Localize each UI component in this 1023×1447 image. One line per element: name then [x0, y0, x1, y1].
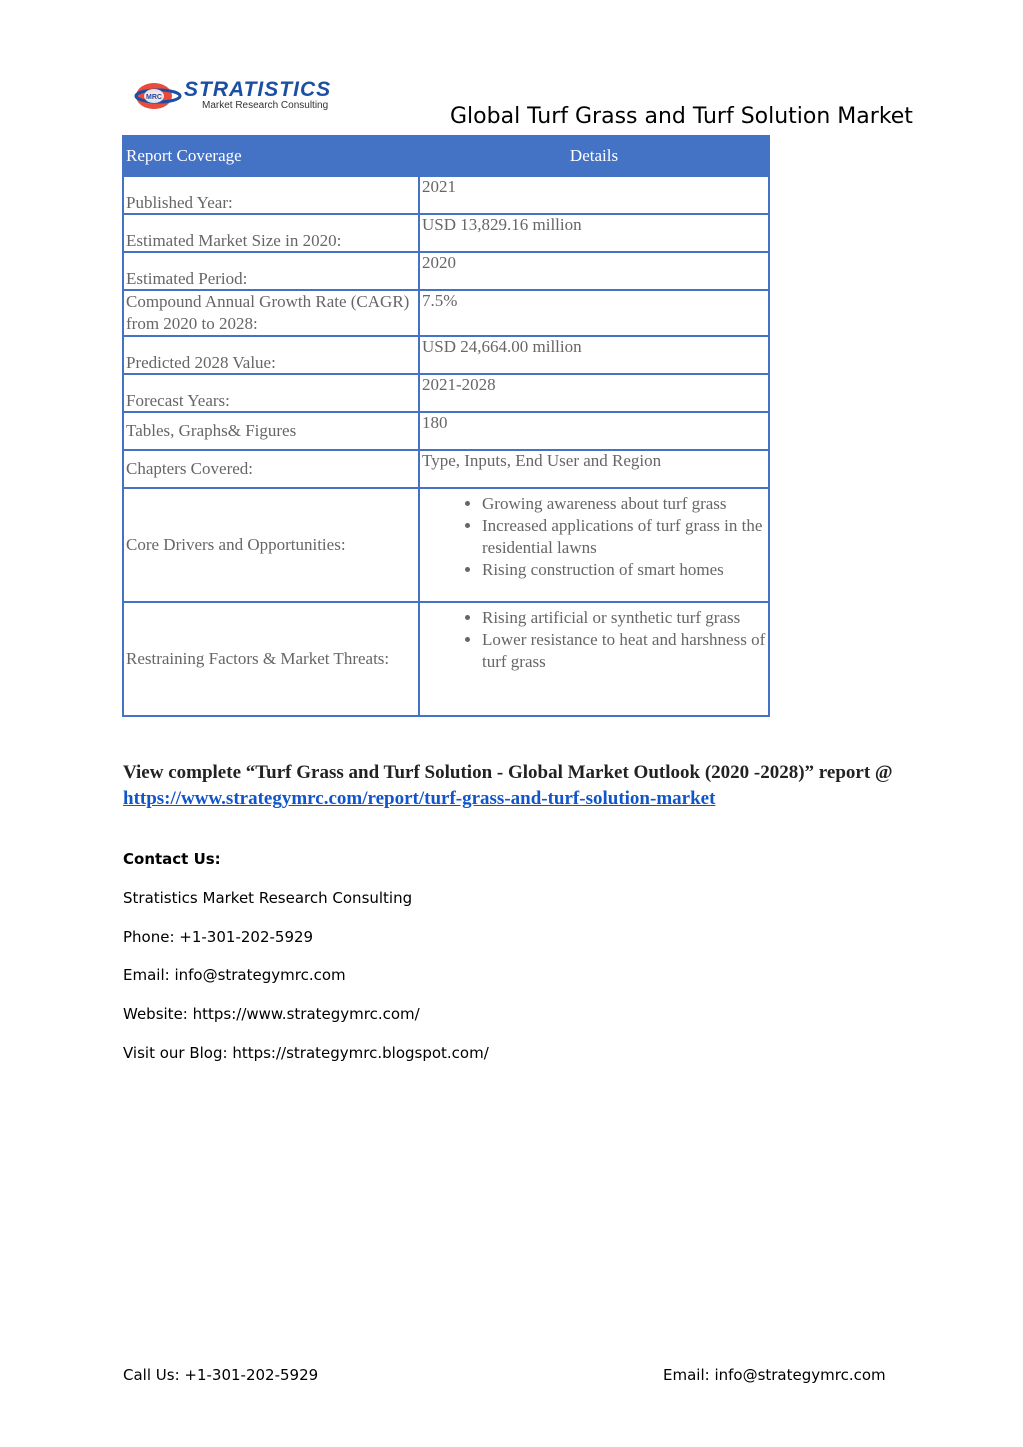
row-label: Predicted 2028 Value: [123, 336, 419, 374]
footer-call: Call Us: +1-301-202-5929 [123, 1366, 319, 1384]
report-link[interactable]: https://www.strategymrc.com/report/turf-grass-and-turf-solution-market [123, 788, 716, 809]
table-row-restraints [123, 602, 769, 716]
logo-wordmark: STRATISTICS [184, 78, 332, 101]
table-row [123, 214, 769, 252]
row-label: Compound Annual Growth Rate (CAGR) from 2020 to 2028: [123, 290, 419, 336]
row-label: Forecast Years: [123, 374, 419, 412]
row-label: Tables, Graphs& Figures [123, 412, 419, 450]
stratistics-logo [132, 76, 352, 116]
table-row [123, 290, 769, 336]
row-label: Published Year: [123, 176, 419, 214]
row-value-list [419, 602, 769, 716]
row-value: USD 13,829.16 million [419, 214, 769, 252]
report-coverage-table [122, 135, 770, 717]
header-details: Details [419, 136, 769, 176]
contact-email: Email: info@strategymrc.com [123, 966, 346, 984]
restraints-list [422, 607, 766, 673]
svg-text:MRC: MRC [146, 94, 162, 101]
drivers-list [422, 493, 766, 581]
list-item: • Rising construction of smart homes [482, 559, 766, 581]
logo-globe-icon [132, 78, 182, 116]
row-label: Estimated Period: [123, 252, 419, 290]
contact-heading: Contact Us: [123, 850, 221, 868]
table-row-drivers [123, 488, 769, 602]
row-value-list [419, 488, 769, 602]
row-value: 180 [419, 412, 769, 450]
row-label: Estimated Market Size in 2020: [123, 214, 419, 252]
list-item: • Growing awareness about turf grass [482, 493, 766, 515]
row-value: 2021-2028 [419, 374, 769, 412]
list-item: • Lower resistance to heat and harshness of turf grass [482, 629, 766, 673]
row-label: Core Drivers and Opportunities: [123, 488, 419, 602]
table-row [123, 336, 769, 374]
table-row [123, 412, 769, 450]
row-label: Restraining Factors & Market Threats: [123, 602, 419, 716]
row-value: 7.5% [419, 290, 769, 336]
contact-website: Website: https://www.strategymrc.com/ [123, 1005, 420, 1023]
view-report-text: View complete “Turf Grass and Turf Solution - Global Market Outlook (2020 -2028)” report @ [123, 762, 893, 783]
row-value: USD 24,664.00 million [419, 336, 769, 374]
table-row [123, 450, 769, 488]
contact-company: Stratistics Market Research Consulting [123, 889, 413, 907]
table-row [123, 176, 769, 214]
table-row [123, 252, 769, 290]
row-value: Type, Inputs, End User and Region [419, 450, 769, 488]
list-item: • Increased applications of turf grass in the residential lawns [482, 515, 766, 559]
table-row [123, 374, 769, 412]
header-report-coverage: Report Coverage [123, 136, 419, 176]
footer-email: Email: info@strategymrc.com [663, 1366, 886, 1384]
logo-tagline: Market Research Consulting [202, 100, 329, 111]
view-report-paragraph [123, 760, 903, 812]
table-header-row [123, 136, 769, 176]
list-item: • Rising artificial or synthetic turf grass [482, 607, 766, 629]
row-value: 2021 [419, 176, 769, 214]
row-value: 2020 [419, 252, 769, 290]
document-title: Global Turf Grass and Turf Solution Market [450, 104, 913, 129]
contact-blog: Visit our Blog: https://strategymrc.blogspot.com/ [123, 1044, 489, 1062]
contact-phone: Phone: +1-301-202-5929 [123, 928, 314, 946]
row-label: Chapters Covered: [123, 450, 419, 488]
